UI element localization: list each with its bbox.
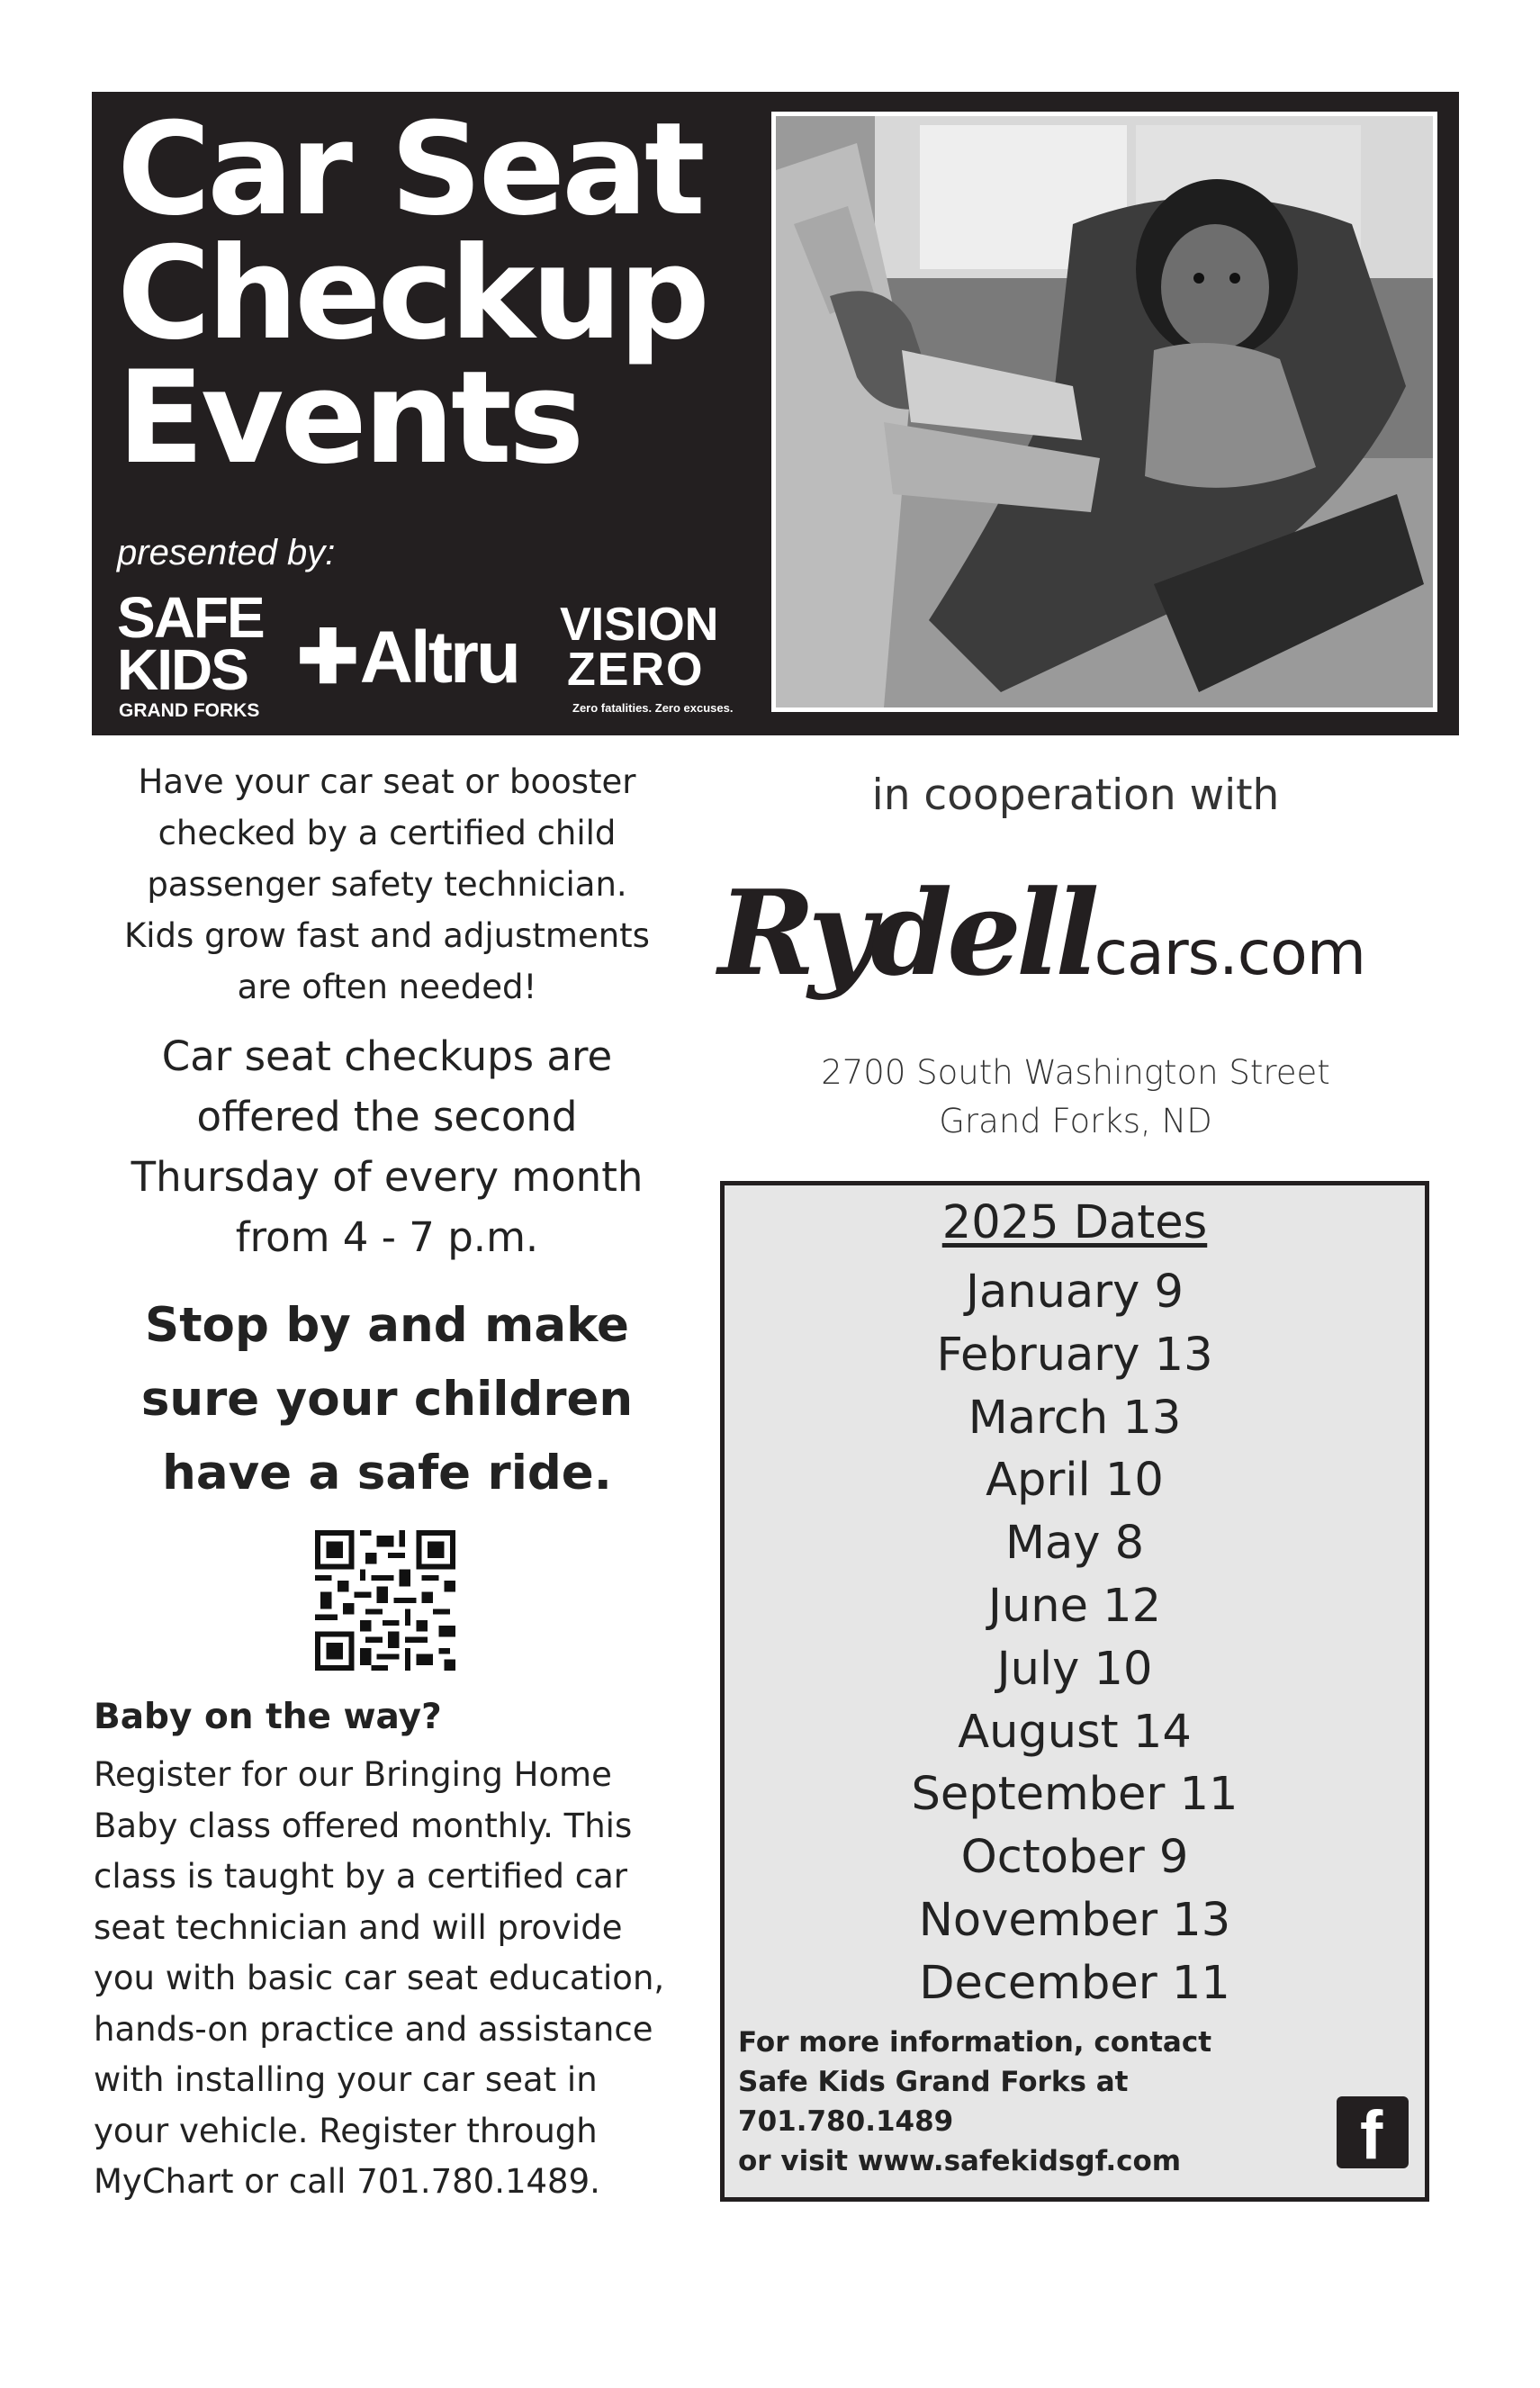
title-line: Car Seat [117,95,702,244]
intro-line: Have your car seat or booster [138,762,636,801]
cooperation-label: in cooperation with [871,770,1280,820]
schedule-line: Thursday of every month [131,1153,644,1201]
facebook-glyph: f [1360,2097,1383,2174]
safe-kids-logo-line: SAFE [117,585,264,650]
child-car-seat-illustration [776,116,1433,707]
intro-paragraph [99,756,675,1013]
date-item: October 9 [960,1831,1189,1885]
address-line: 2700 South Washington Street [821,1053,1330,1092]
vision-zero-logo [560,601,749,727]
date-item: April 10 [986,1454,1164,1508]
schedule-line: Car seat checkups are [161,1032,613,1080]
vision-zero-logo-line: VISION [560,599,719,651]
dates-box [720,1181,1429,2202]
rydell-logo-text: Rydell [718,864,1094,1002]
intro-line: are often needed! [237,968,537,1006]
date-item: May 8 [1004,1517,1145,1571]
baby-line: Register for our Bringing Home [94,1755,612,1794]
stop-by-callout [99,1289,675,1510]
date-item: July 10 [996,1642,1153,1696]
intro-line: Kids grow fast and adjustments [124,916,650,955]
header-banner [92,92,1459,735]
baby-line: Baby class offered monthly. This [94,1806,633,1845]
safe-kids-logo-line: KIDS [117,637,248,702]
safe-kids-logo-line: GRAND FORKS [119,700,260,721]
child-car-seat-photo [771,112,1437,712]
intro-line: passenger safety technician. [147,865,627,904]
rydell-cars-logo [718,864,1465,1008]
presented-by-label: presented by: [117,533,336,572]
contact-line: For more information, contact [738,2026,1212,2059]
schedule-paragraph [99,1026,675,1267]
contact-line: Safe Kids Grand Forks at 701.780.1489 [738,2066,1129,2138]
baby-line: hands-on practice and assistance [94,2009,653,2049]
date-item: June 12 [987,1579,1162,1633]
date-item: January 9 [965,1266,1184,1319]
altru-cross-icon: ✚ [297,617,356,698]
safe-kids-logo [117,585,279,724]
contact-info [738,2023,1350,2181]
baby-on-the-way-heading: Baby on the way? [94,1697,442,1737]
date-item: March 13 [968,1391,1182,1445]
altru-logo-text: Altru [359,617,519,698]
baby-class-paragraph [94,1750,688,2208]
baby-line: class is taught by a certified car [94,1857,627,1896]
intro-line: checked by a certified child [158,814,617,852]
facebook-icon[interactable] [1337,2096,1409,2174]
altru-logo [297,617,519,698]
dates-title: 2025 Dates [941,1196,1208,1249]
date-item: December 11 [919,1956,1230,2010]
rydell-logo-suffix: cars.com [1094,918,1365,989]
date-item: September 11 [911,1768,1238,1822]
date-item: August 14 [958,1705,1192,1759]
qr-code[interactable] [315,1530,455,1671]
baby-line: seat technician and will provide [94,1907,623,1947]
baby-line: you with basic car seat education, [94,1959,665,1997]
vision-zero-tagline: Zero fatalities. Zero excuses. [572,701,734,715]
dates-list [725,1261,1425,2015]
schedule-line: from 4 - 7 p.m. [235,1213,539,1261]
stop-by-line: Stop by and make [145,1298,629,1353]
date-item: February 13 [936,1328,1213,1382]
title-line: Checkup [117,220,707,368]
address-line: Grand Forks, ND [939,1102,1212,1140]
baby-line: with installing your car seat in [94,2060,598,2099]
stop-by-line: have a safe ride. [162,1446,612,1500]
stop-by-line: sure your children [140,1372,634,1427]
schedule-line: offered the second [196,1093,578,1140]
page-title [117,95,707,492]
title-line: Events [117,344,581,492]
baby-line: your vehicle. Register through [94,2111,598,2150]
baby-line: MyChart or call 701.780.1489. [94,2162,600,2201]
event-address [711,1049,1440,1146]
date-item: November 13 [918,1893,1231,1947]
vision-zero-logo-line: ZERO [567,644,705,696]
contact-line: or visit www.safekidsgf.com [738,2145,1182,2177]
